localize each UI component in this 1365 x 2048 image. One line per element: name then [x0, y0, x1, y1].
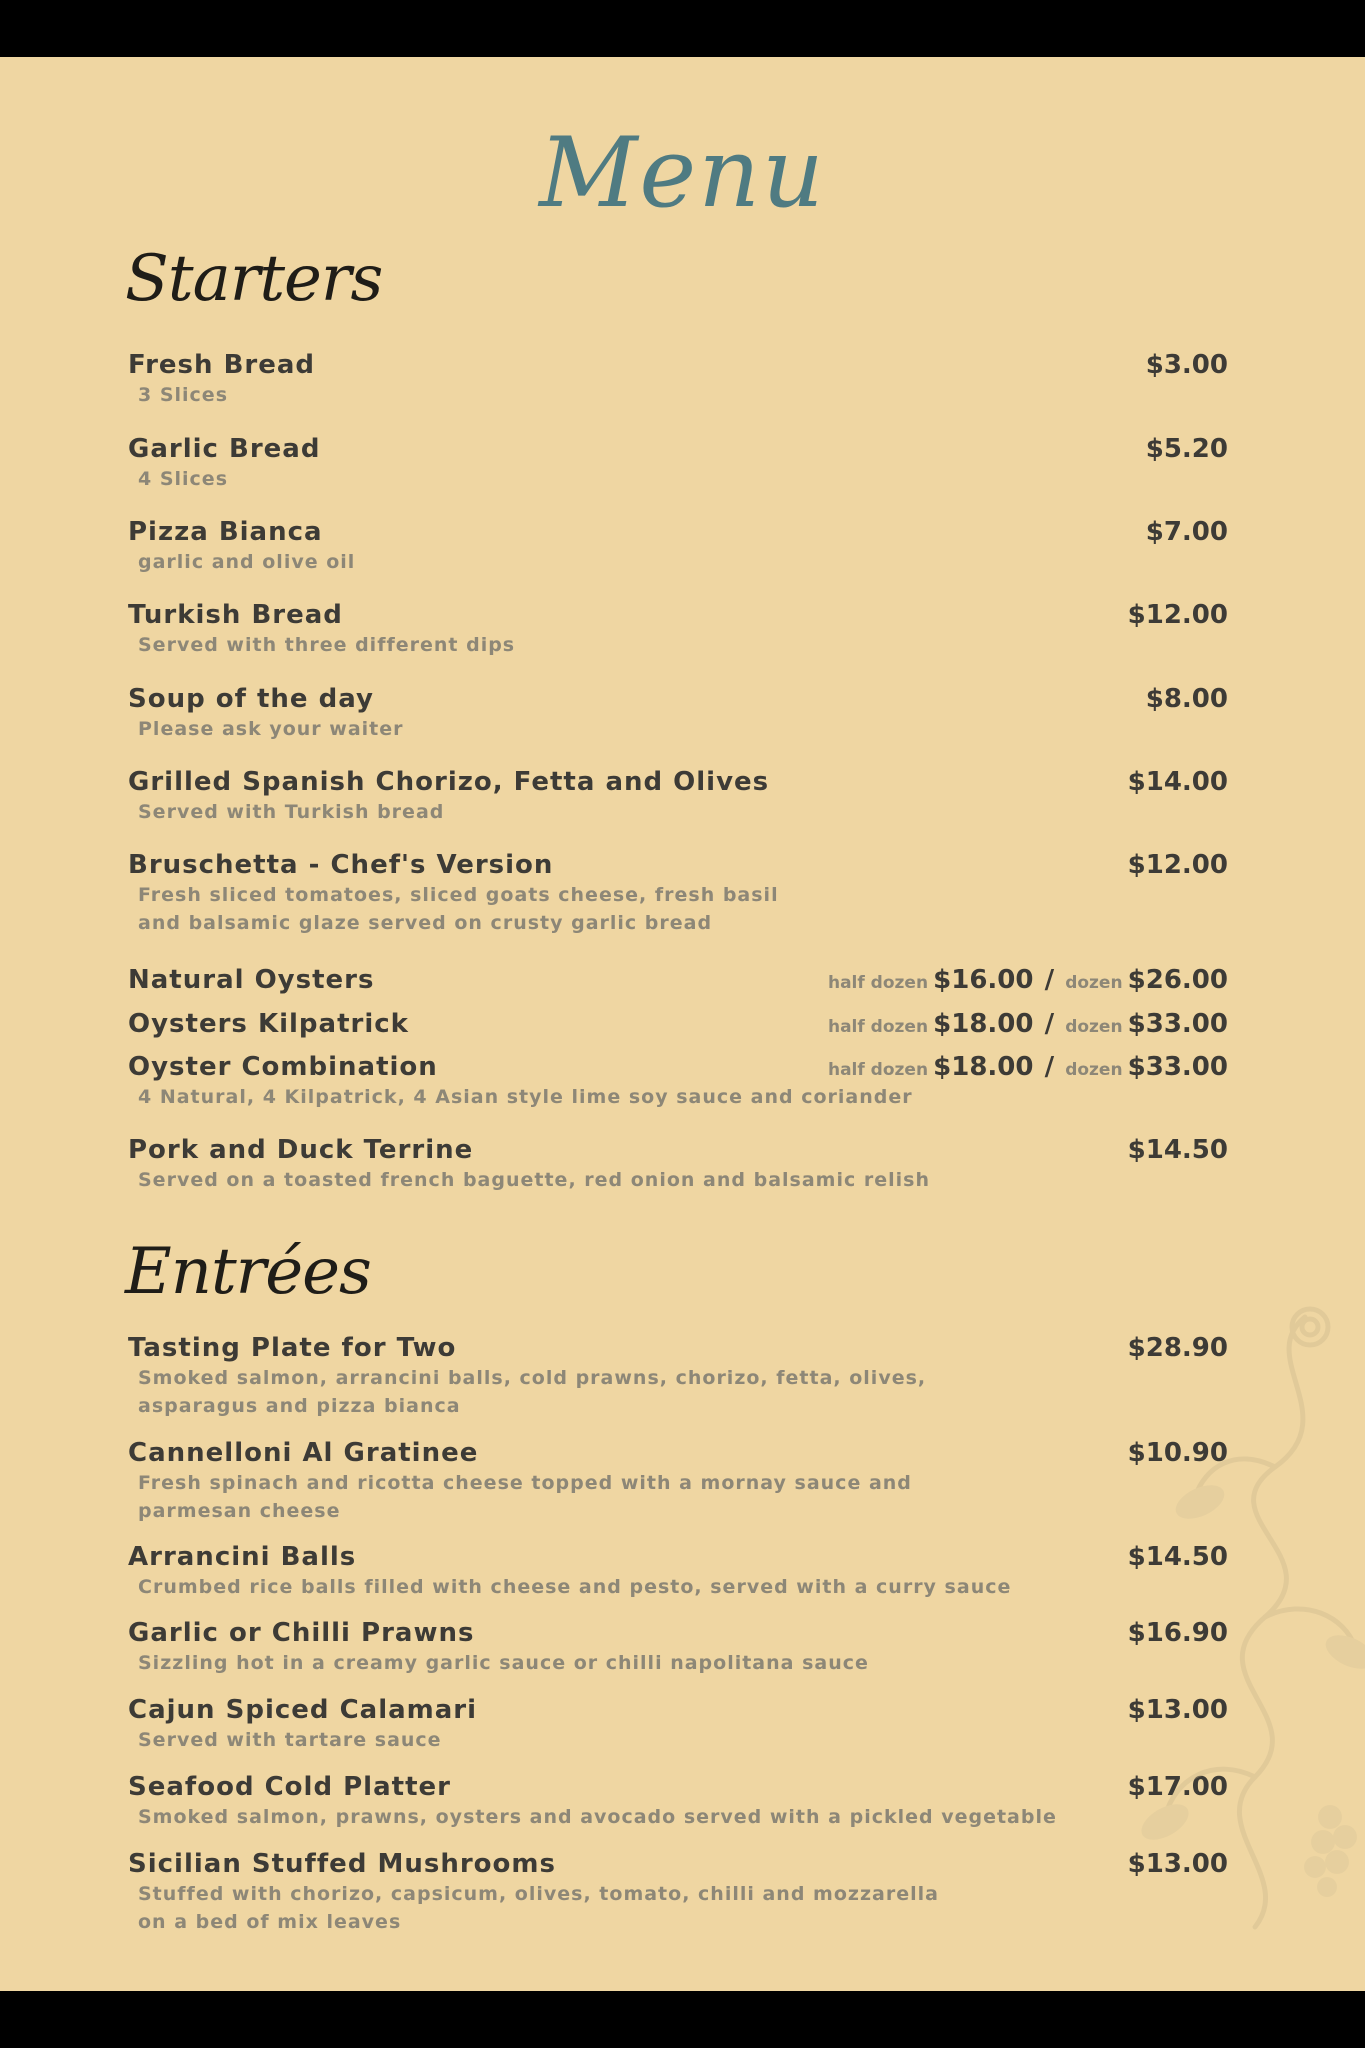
dozen-label: dozen [1065, 973, 1123, 993]
item-name: Soup of the day [128, 684, 374, 714]
starters-heading: Starters [125, 242, 383, 316]
bottom-bar [0, 1991, 1365, 2048]
half-dozen-price: $18.00 [933, 1052, 1034, 1082]
item-price: $16.90 [1127, 1618, 1228, 1648]
item-name: Fresh Bread [128, 350, 316, 380]
half-dozen-label: half dozen [827, 1060, 929, 1080]
item-description: Served with three different dips [138, 634, 516, 656]
item-price: $17.00 [1127, 1772, 1228, 1802]
item-price: $5.20 [1145, 434, 1228, 464]
item-name: Arrancini Balls [128, 1542, 357, 1572]
item-name: Bruschetta - Chef's Version [128, 850, 554, 880]
item-price: $8.00 [1145, 684, 1228, 714]
price-separator: / [1044, 1052, 1055, 1082]
oyster-prices [828, 1052, 1228, 1082]
item-description: Served with Turkish bread [138, 801, 445, 823]
item-description [138, 1469, 1018, 1525]
price-separator: / [1044, 965, 1055, 995]
item-description: 4 Slices [138, 468, 229, 490]
item-name: Tasting Plate for Two [128, 1333, 457, 1363]
item-name: Garlic Bread [128, 434, 321, 464]
dozen-price: $33.00 [1127, 1009, 1228, 1039]
oyster-prices [828, 1009, 1228, 1039]
item-name: Cannelloni Al Gratinee [128, 1438, 479, 1468]
menu-title: Menu [539, 117, 826, 229]
entrees-heading: Entrées [125, 1235, 371, 1309]
item-name: Sicilian Stuffed Mushrooms [128, 1849, 556, 1879]
half-dozen-price: $16.00 [933, 965, 1034, 995]
item-price: $14.00 [1127, 767, 1228, 797]
item-price: $14.50 [1127, 1135, 1228, 1165]
item-name: Pizza Bianca [128, 517, 323, 547]
item-price: $14.50 [1127, 1542, 1228, 1572]
dozen-price: $33.00 [1127, 1052, 1228, 1082]
dozen-price: $26.00 [1127, 965, 1228, 995]
item-description [138, 1364, 1018, 1420]
item-description: Served with tartare sauce [138, 1729, 442, 1751]
item-description [138, 1880, 1018, 1936]
item-name: Seafood Cold Platter [128, 1772, 451, 1802]
item-description-line: asparagus and pizza bianca [138, 1395, 461, 1417]
item-price: $3.00 [1145, 350, 1228, 380]
item-name: Grilled Spanish Chorizo, Fetta and Olives [128, 767, 770, 797]
item-description: garlic and olive oil [138, 551, 356, 573]
item-description-line: Smoked salmon, arrancini balls, cold prawns, chorizo, fetta, olives, [138, 1367, 927, 1389]
item-price: $7.00 [1145, 517, 1228, 547]
item-price: $10.90 [1127, 1438, 1228, 1468]
item-name: Oyster Combination [128, 1052, 438, 1082]
item-description-line: parmesan cheese [138, 1500, 341, 1522]
item-description: Please ask your waiter [138, 718, 404, 740]
item-name: Pork and Duck Terrine [128, 1135, 474, 1165]
dozen-label: dozen [1065, 1060, 1123, 1080]
item-name: Cajun Spiced Calamari [128, 1695, 478, 1725]
oyster-prices [828, 965, 1228, 995]
item-description-line: and balsamic glaze served on crusty garlic bread [138, 912, 713, 934]
item-description: 3 Slices [138, 384, 229, 406]
item-name: Natural Oysters [128, 965, 375, 995]
half-dozen-price: $18.00 [933, 1009, 1034, 1039]
item-description-line: Fresh spinach and ricotta cheese topped with a mornay sauce and [138, 1472, 912, 1494]
item-description: Smoked salmon, prawns, oysters and avocado served with a pickled vegetable [138, 1806, 1057, 1828]
item-description: 4 Natural, 4 Kilpatrick, 4 Asian style lime soy sauce and coriander [138, 1086, 913, 1108]
item-price: $12.00 [1127, 850, 1228, 880]
item-description [138, 881, 1018, 937]
item-price: $13.00 [1127, 1849, 1228, 1879]
item-description-line: Stuffed with chorizo, capsicum, olives, tomato, chilli and mozzarella [138, 1883, 939, 1905]
item-name: Turkish Bread [128, 600, 343, 630]
menu-page [0, 57, 1365, 1991]
item-price: $12.00 [1127, 600, 1228, 630]
item-description: Crumbed rice balls filled with cheese and pesto, served with a curry sauce [138, 1576, 1012, 1598]
half-dozen-label: half dozen [827, 1017, 929, 1037]
item-description: Served on a toasted french baguette, red onion and balsamic relish [138, 1169, 930, 1191]
vine-ornament-icon [1105, 1297, 1365, 1937]
price-separator: / [1044, 1009, 1055, 1039]
item-name: Garlic or Chilli Prawns [128, 1618, 475, 1648]
item-description-line: on a bed of mix leaves [138, 1911, 402, 1933]
dozen-label: dozen [1065, 1017, 1123, 1037]
item-description: Sizzling hot in a creamy garlic sauce or chilli napolitana sauce [138, 1652, 869, 1674]
item-description-line: Fresh sliced tomatoes, sliced goats cheese, fresh basil [138, 884, 779, 906]
item-name: Oysters Kilpatrick [128, 1009, 409, 1039]
half-dozen-label: half dozen [827, 973, 929, 993]
item-price: $28.90 [1127, 1333, 1228, 1363]
item-price: $13.00 [1127, 1695, 1228, 1725]
